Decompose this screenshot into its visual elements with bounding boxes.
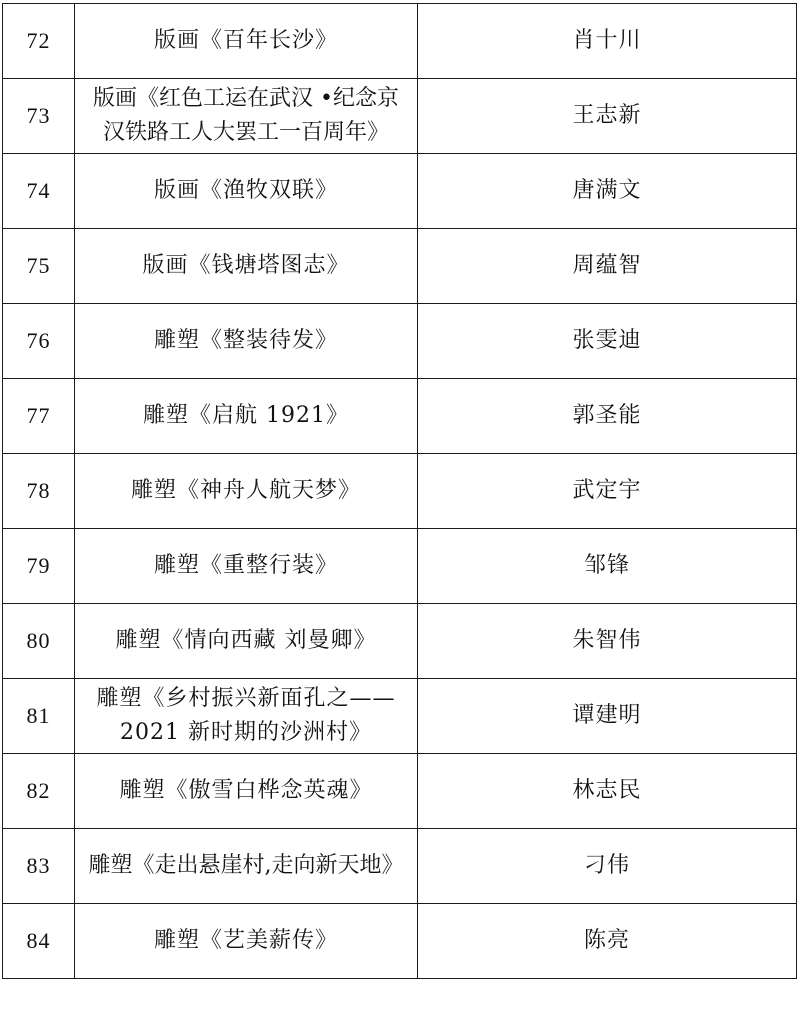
table-row xyxy=(3,529,797,604)
author-name: 朱智伟 xyxy=(418,604,797,679)
work-title: 雕塑《神舟人航天梦》 xyxy=(75,454,418,529)
row-number: 79 xyxy=(3,529,75,604)
table-row xyxy=(3,604,797,679)
author-name: 周蕴智 xyxy=(418,229,797,304)
author-name: 郭圣能 xyxy=(418,379,797,454)
row-number: 83 xyxy=(3,829,75,904)
author-name: 张雯迪 xyxy=(418,304,797,379)
row-number: 84 xyxy=(3,904,75,979)
table-row xyxy=(3,304,797,379)
row-number: 76 xyxy=(3,304,75,379)
table-row xyxy=(3,79,797,154)
works-table-body xyxy=(3,4,797,979)
row-number: 77 xyxy=(3,379,75,454)
work-title: 雕塑《重整行装》 xyxy=(75,529,418,604)
author-name: 刁伟 xyxy=(418,829,797,904)
work-title: 雕塑《傲雪白桦念英魂》 xyxy=(75,754,418,829)
table-row xyxy=(3,679,797,754)
row-number: 74 xyxy=(3,154,75,229)
table-row xyxy=(3,754,797,829)
author-name: 林志民 xyxy=(418,754,797,829)
author-name: 武定宇 xyxy=(418,454,797,529)
author-name: 肖十川 xyxy=(418,4,797,79)
author-name: 唐满文 xyxy=(418,154,797,229)
work-title: 雕塑《艺美薪传》 xyxy=(75,904,418,979)
author-name: 陈亮 xyxy=(418,904,797,979)
works-table xyxy=(2,3,797,979)
work-title: 雕塑《走出悬崖村,走向新天地》 xyxy=(75,829,418,904)
row-number: 75 xyxy=(3,229,75,304)
author-name: 王志新 xyxy=(418,79,797,154)
row-number: 72 xyxy=(3,4,75,79)
work-title: 版画《红色工运在武汉 •纪念京 汉铁路工人大罢工一百周年》 xyxy=(75,79,418,154)
row-number: 82 xyxy=(3,754,75,829)
table-row xyxy=(3,229,797,304)
table-row xyxy=(3,4,797,79)
table-row xyxy=(3,454,797,529)
table-row xyxy=(3,379,797,454)
work-title: 版画《钱塘塔图志》 xyxy=(75,229,418,304)
table-row xyxy=(3,829,797,904)
work-title: 雕塑《整装待发》 xyxy=(75,304,418,379)
author-name: 邹锋 xyxy=(418,529,797,604)
row-number: 80 xyxy=(3,604,75,679)
table-row xyxy=(3,904,797,979)
row-number: 81 xyxy=(3,679,75,754)
row-number: 78 xyxy=(3,454,75,529)
table-row xyxy=(3,154,797,229)
row-number: 73 xyxy=(3,79,75,154)
work-title: 雕塑《情向西藏 刘曼卿》 xyxy=(75,604,418,679)
author-name: 谭建明 xyxy=(418,679,797,754)
work-title: 版画《百年长沙》 xyxy=(75,4,418,79)
work-title: 版画《渔牧双联》 xyxy=(75,154,418,229)
work-title: 雕塑《启航 1921》 xyxy=(75,379,418,454)
work-title: 雕塑《乡村振兴新面孔之—— 2021 新时期的沙洲村》 xyxy=(75,679,418,754)
